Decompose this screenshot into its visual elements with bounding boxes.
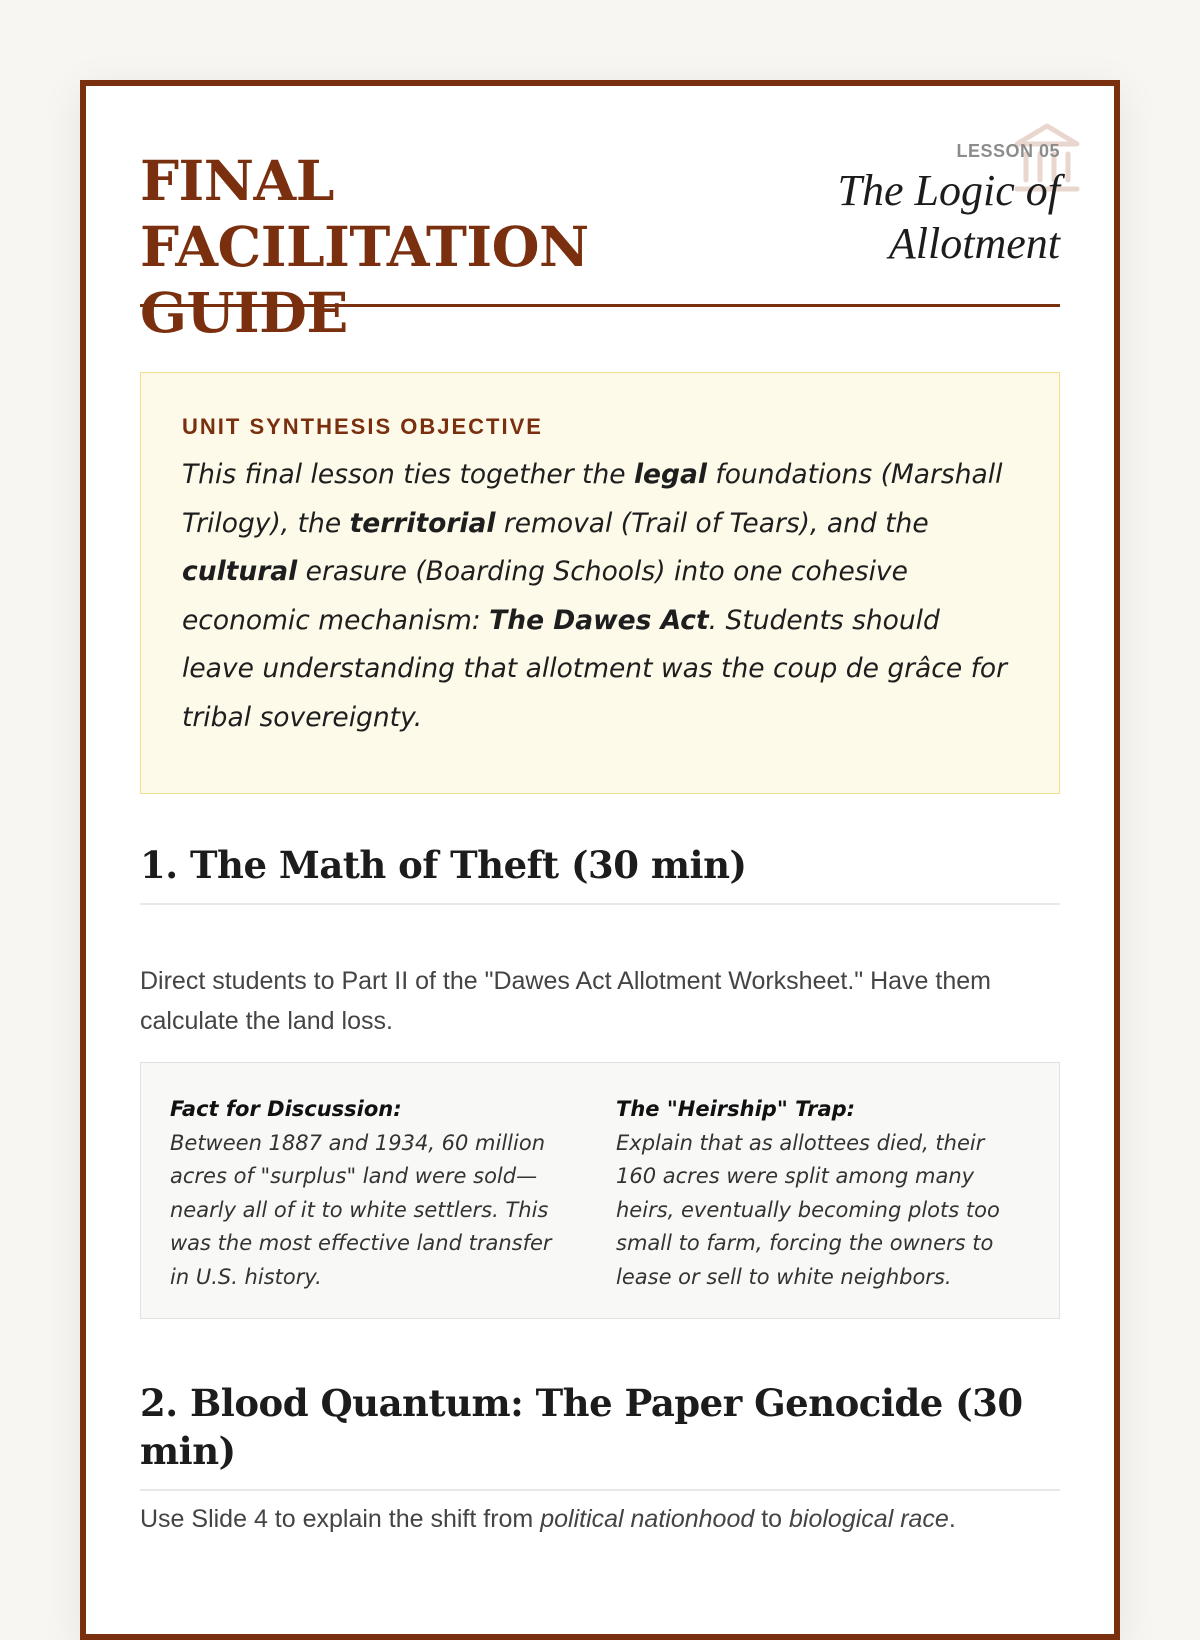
emphasis-dawes-act: The Dawes Act [489,604,709,636]
fact-heirship-title: The "Heirship" Trap: [616,1097,856,1121]
objective-text: This final lesson ties together the legal foundations (Marshall Trilogy), the territorial removal (Trail of Tears), and the cultural erasure (Boarding Schools) into one cohesive economic mechanism: The Dawes Act. Students should leave understanding that allotment was the coup de grâce for tribal sovereignty. [182,459,1008,733]
guide-header [140,86,1060,345]
fact-discussion-text: Between 1887 and 1934, 60 million acres of "surplus" land were sold—nearly all of it to white settlers. This was the most effective land transfer in U.S. history. [170,1130,552,1289]
emphasis-territorial: territorial [349,507,496,539]
section-2-body: Use Slide 4 to explain the shift from political nationhood to biological race. [140,1505,956,1533]
lesson-subtitle: The Logic of Allotment [837,166,1060,268]
fact-discussion [170,1093,570,1318]
objective-box [140,372,1060,794]
objective-label: UNIT SYNTHESIS OBJECTIVE [182,414,543,439]
emphasis-legal: legal [633,459,707,490]
fact-heirship [616,1093,1026,1318]
guide-card [80,80,1120,1640]
fact-discussion-title: Fact for Discussion: [170,1097,402,1121]
section-1-heading: 1. The Math of Theft (30 min) [140,841,1060,905]
section-2-heading: 2. Blood Quantum: The Paper Genocide (30 min) [140,1379,1060,1491]
fact-heirship-text: Explain that as allottees died, their 160 acres were split among many heirs, eventually becoming plots too small to farm, forcing the owners to lease or sell to white neighbors. [616,1130,1000,1289]
page-title: FINAL FACILITATION GUIDE [140,148,589,345]
facts-box [140,1062,1060,1319]
section-1-body: Direct students to Part II of the "Dawes Act Allotment Worksheet." Have them calculate the land loss. [140,967,991,1035]
emphasis-cultural: cultural [182,556,298,587]
lesson-number: LESSON 05 [956,141,1060,161]
lesson-info [800,140,1060,270]
guide-content [140,86,1060,1533]
